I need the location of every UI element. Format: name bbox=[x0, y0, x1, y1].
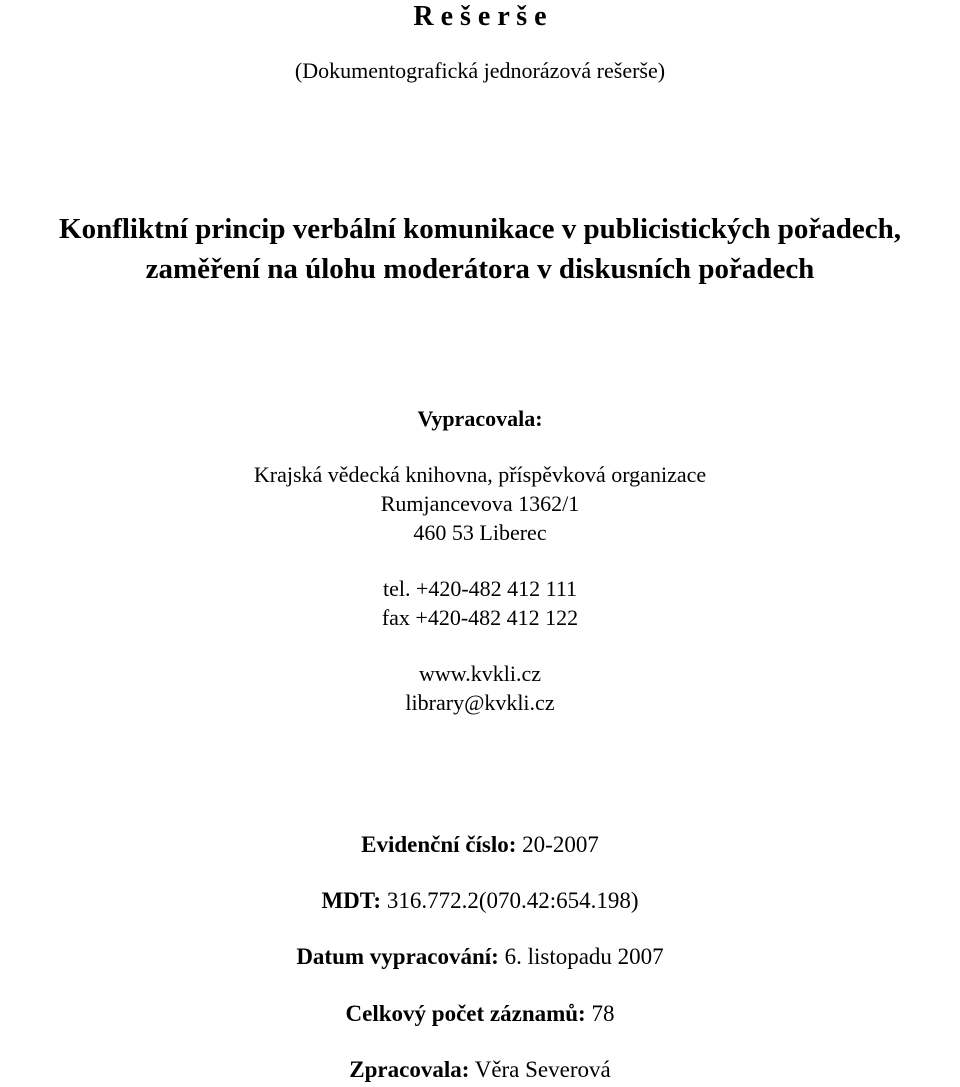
fax-number: fax +420-482 412 122 bbox=[381, 605, 579, 630]
mdt-classification bbox=[0, 889, 960, 912]
city-address: 460 53 Liberec bbox=[413, 520, 547, 545]
record-count-label: Celkový počet záznamů: bbox=[345, 1001, 586, 1026]
evidence-number-value: 20-2007 bbox=[516, 832, 599, 857]
mdt-value: 316.772.2(070.42:654.198) bbox=[381, 888, 639, 913]
processed-by-value: Věra Severová bbox=[469, 1057, 611, 1082]
street-address: Rumjancevova 1362/1 bbox=[380, 491, 580, 516]
evidence-number bbox=[0, 833, 960, 856]
record-count-value: 78 bbox=[585, 1001, 615, 1026]
record-count bbox=[0, 1002, 960, 1025]
preparation-date-value: 6. listopadu 2007 bbox=[498, 944, 664, 969]
evidence-number-label: Evidenční číslo: bbox=[361, 832, 517, 857]
topic-title-line-1: Konfliktní princip verbální komunikace v publicistických pořadech, bbox=[59, 213, 901, 245]
document-title: R e š e r š e bbox=[413, 1, 547, 32]
institution-name: Krajská vědecká knihovna, příspěvková organizace bbox=[253, 462, 707, 487]
prepared-by-label: Vypracovala: bbox=[417, 406, 543, 431]
phone-number: tel. +420-482 412 111 bbox=[382, 576, 578, 601]
email-link[interactable]: library@kvkli.cz bbox=[405, 690, 555, 715]
processed-by-label: Zpracovala: bbox=[349, 1057, 470, 1082]
website-link[interactable]: www.kvkli.cz bbox=[419, 661, 541, 686]
document-subtitle: (Dokumentografická jednorázová rešerše) bbox=[294, 58, 666, 83]
preparation-date-label: Datum vypracování: bbox=[296, 944, 499, 969]
preparation-date bbox=[0, 945, 960, 968]
mdt-label: MDT: bbox=[321, 888, 382, 913]
topic-title-line-2: zaměření na úlohu moderátora v diskusních pořadech bbox=[145, 253, 815, 285]
processed-by bbox=[0, 1058, 960, 1081]
